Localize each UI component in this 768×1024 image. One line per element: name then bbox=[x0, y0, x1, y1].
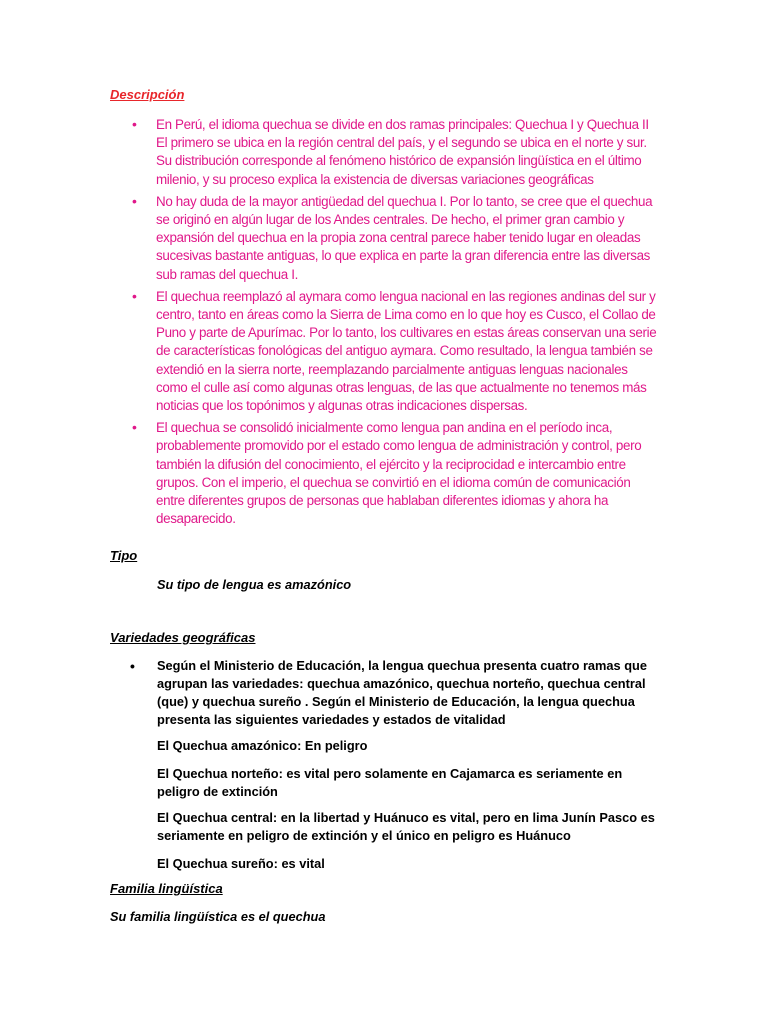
descripcion-item-1 bbox=[130, 116, 660, 189]
tipo-heading: Tipo bbox=[110, 548, 138, 563]
variedades-intro-text: Según el Ministerio de Educación, la lengua quechua presenta cuatro ramas que agrupan las variedades: quechua amazónico, quechua norteño, quechua central (que) y quechua sureño . Según el Ministerio de Educación, la lengua quechua presenta las siguientes variedades y estados de vitalidad bbox=[157, 658, 647, 727]
descripcion-list bbox=[130, 116, 660, 532]
descripcion-item-2 bbox=[130, 193, 660, 284]
variedad-sureno: El Quechua sureño: es vital bbox=[157, 856, 325, 871]
variedad-central: El Quechua central: en la libertad y Huánuco es vital, pero en lima Junín Pasco es seriamente en peligro de extinción y el único en peligro es Huánuco bbox=[157, 810, 655, 843]
bullet-icon: • bbox=[132, 287, 137, 304]
bullet-icon: • bbox=[132, 192, 137, 209]
familia-heading: Familia lingüística bbox=[110, 881, 223, 896]
descripcion-item-text: El quechua reemplazó al aymara como lengua nacional en las regiones andinas del sur y centro, tanto en áreas como la Sierra de Lima como en lo que hoy es Cusco, el Collao de Puno y parte de Apurímac. Por lo tanto, los cultivares en estas áreas conservan una serie de características fonológicas del antiguo aymara. Como resultado, la lengua también se extendió en la sierra norte, reemplazando parcialmente antiguas lenguas nacionales como el culle así como algunas otras lenguas, de las que actualmente no tenemos más noticias que los topónimos y algunas otras indicaciones dispersas. bbox=[156, 288, 657, 414]
tipo-text: Su tipo de lengua es amazónico bbox=[157, 577, 352, 592]
descripcion-item-text: No hay duda de la mayor antigüedad del quechua I. Por lo tanto, se cree que el quechua se originó en algún lugar de los Andes centrales. De hecho, el primer gran cambio y expansión del quechua en la propia zona central parece haber tenido lugar en oleadas sucesivas bastante antiguas, lo que explica en parte la gran diferencia entre las diversas sub ramas del quechua I. bbox=[156, 193, 653, 282]
descripcion-item-3 bbox=[130, 288, 660, 415]
variedad-norteno: El Quechua norteño: es vital pero solamente en Cajamarca es seriamente en peligro de extinción bbox=[157, 766, 623, 799]
familia-text: Su familia lingüística es el quechua bbox=[110, 909, 326, 924]
variedades-intro-item bbox=[130, 657, 650, 729]
descripcion-heading: Descripción bbox=[110, 87, 185, 102]
bullet-icon: • bbox=[130, 658, 135, 674]
bullet-icon: • bbox=[132, 419, 137, 436]
bullet-icon: • bbox=[132, 116, 137, 132]
variedades-heading: Variedades geográficas bbox=[110, 630, 256, 645]
variedad-amazonico: El Quechua amazónico: En peligro bbox=[157, 738, 368, 753]
variedades-list bbox=[130, 657, 650, 729]
descripcion-item-4 bbox=[130, 419, 660, 528]
descripcion-item-text: En Perú, el idioma quechua se divide en dos ramas principales: Quechua I y Quechua II El primero se ubica en la región central del país, y el segundo se ubica en el norte y sur. Su distribución corresponde al fenómeno histórico de expansión lingüística en el último milenio, y su proceso explica la existencia de diversas variaciones geográficas bbox=[156, 117, 649, 187]
descripcion-item-text: El quechua se consolidó inicialmente como lengua pan andina en el período inca, probablemente promovido por el estado como lengua de administración y control, pero también la difusión del conocimiento, el ejército y la reciprocidad e intercambio entre grupos. Con el imperio, el quechua se convirtió en el idioma común de comunicación entre diferentes grupos de personas que hablaban diferentes idiomas y ahora ha desaparecido. bbox=[156, 420, 642, 527]
